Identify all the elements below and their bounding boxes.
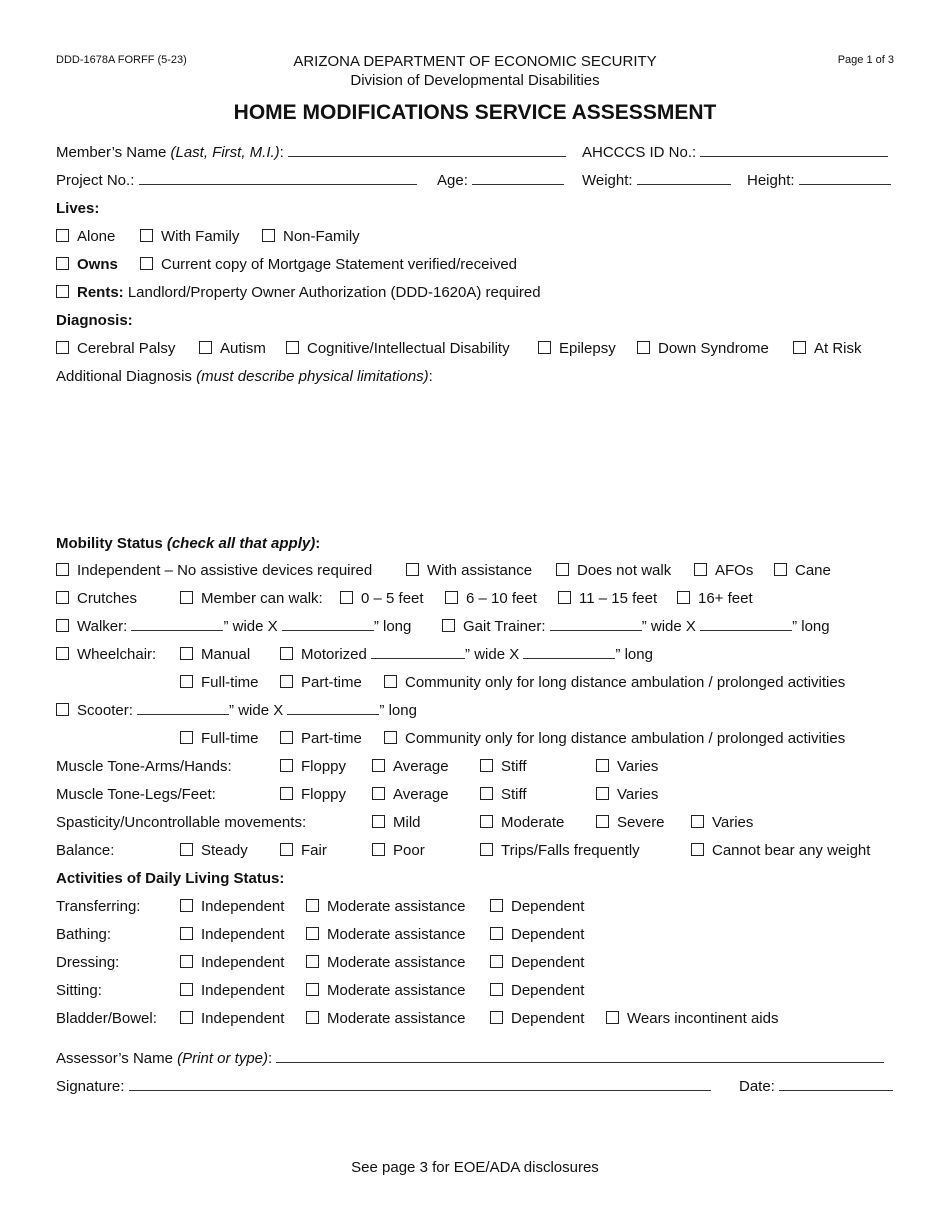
balance-poor-checkbox[interactable] bbox=[372, 843, 385, 856]
sitting-independent-label: Independent bbox=[201, 982, 285, 999]
with-assistance-checkbox[interactable] bbox=[406, 563, 419, 576]
additional-diagnosis-area[interactable] bbox=[56, 390, 894, 525]
height-label: Height: bbox=[747, 172, 795, 189]
epilepsy-label: Epilepsy bbox=[559, 340, 616, 357]
additional-diagnosis-text: Additional Diagnosis bbox=[56, 368, 192, 385]
dressing-moderate-label: Moderate assistance bbox=[327, 954, 466, 971]
assessor-label: Assessor’s Name bbox=[56, 1050, 173, 1067]
bladder-dependent-checkbox[interactable] bbox=[490, 1011, 503, 1024]
walk-16-plus-checkbox[interactable] bbox=[677, 591, 690, 604]
wheelchair-wide-label: ” wide bbox=[465, 646, 506, 663]
dressing-independent-label: Independent bbox=[201, 954, 285, 971]
ahcccs-label: AHCCCS ID No.: bbox=[582, 144, 697, 161]
wheelchair-long-label: ” long bbox=[615, 646, 653, 663]
scooter-parttime-label: Part-time bbox=[301, 730, 362, 747]
weight-row bbox=[582, 172, 731, 190]
walker-label: Walker: bbox=[77, 618, 128, 635]
incontinent-aids-label: Wears incontinent aids bbox=[627, 1010, 779, 1027]
wheelchair-checkbox[interactable] bbox=[56, 647, 69, 660]
wheelchair-label: Wheelchair: bbox=[77, 646, 157, 663]
transferring-dependent-checkbox[interactable] bbox=[490, 899, 503, 912]
scooter-wide-label: ” wide bbox=[229, 702, 270, 719]
independent-mobility-checkbox[interactable] bbox=[56, 563, 69, 576]
assessor-row: Assessor’s Name (Print or type): bbox=[56, 1050, 884, 1068]
signature-label: Signature: bbox=[56, 1078, 125, 1095]
date-field[interactable] bbox=[779, 1078, 893, 1091]
independent-mobility-label: Independent – No assistive devices required bbox=[77, 562, 373, 579]
with-assistance-label: With assistance bbox=[427, 562, 533, 579]
arms-floppy-label: Floppy bbox=[301, 758, 347, 775]
division-name: Division of Developmental Disabilities bbox=[350, 72, 600, 89]
transferring-independent-checkbox[interactable] bbox=[180, 899, 193, 912]
spasticity-moderate-checkbox[interactable] bbox=[480, 815, 493, 828]
wheelchair-length-field[interactable] bbox=[523, 646, 615, 659]
spasticity-severe-label: Severe bbox=[617, 814, 665, 831]
balance-trips-label: Trips/Falls frequently bbox=[501, 842, 640, 859]
sitting-dependent-checkbox[interactable] bbox=[490, 983, 503, 996]
scooter-x-label: X bbox=[273, 702, 284, 719]
weight-field[interactable] bbox=[637, 172, 731, 185]
spasticity-varies-label: Varies bbox=[712, 814, 754, 831]
balance-cannot-bear-label: Cannot bear any weight bbox=[712, 842, 871, 859]
walk-6-10-label: 6 – 10 feet bbox=[466, 590, 537, 607]
project-field[interactable] bbox=[139, 172, 417, 185]
height-row bbox=[747, 172, 891, 190]
scooter-checkbox[interactable] bbox=[56, 703, 69, 716]
adl-bathing-label: Bathing: bbox=[56, 926, 112, 943]
alone-label: Alone bbox=[77, 228, 116, 245]
bathing-moderate-label: Moderate assistance bbox=[327, 926, 466, 943]
assessor-hint: (Print or type) bbox=[177, 1050, 269, 1067]
gait-trainer-checkbox[interactable] bbox=[442, 619, 455, 632]
manual-checkbox[interactable] bbox=[180, 647, 193, 660]
date-row bbox=[739, 1078, 893, 1096]
tone-legs-label: Muscle Tone-Legs/Feet: bbox=[56, 786, 216, 803]
bladder-independent-label: Independent bbox=[201, 1010, 285, 1027]
signature-field[interactable] bbox=[129, 1078, 711, 1091]
autism-label: Autism bbox=[220, 340, 266, 357]
adl-transferring-label: Transferring: bbox=[56, 898, 141, 915]
adl-dressing-label: Dressing: bbox=[56, 954, 120, 971]
walker-length-field[interactable] bbox=[282, 618, 374, 631]
wheelchair-parttime-checkbox[interactable] bbox=[280, 675, 293, 688]
tone-arms-label: Muscle Tone-Arms/Hands: bbox=[56, 758, 232, 775]
age-field[interactable] bbox=[472, 172, 564, 185]
manual-label: Manual bbox=[201, 646, 251, 663]
gait-trainer-label: Gait Trainer: bbox=[463, 618, 546, 635]
scooter-width-field[interactable] bbox=[137, 702, 229, 715]
scooter-length-field[interactable] bbox=[287, 702, 379, 715]
member-can-walk-checkbox[interactable] bbox=[180, 591, 193, 604]
scooter-community-label: Community only for long distance ambulation / prolonged activities bbox=[405, 730, 846, 747]
gait-x-label: X bbox=[685, 618, 696, 635]
walk-0-5-checkbox[interactable] bbox=[340, 591, 353, 604]
adl-bladder-label: Bladder/Bowel: bbox=[56, 1010, 157, 1027]
non-family-label: Non-Family bbox=[283, 228, 360, 245]
incontinent-aids-checkbox[interactable] bbox=[606, 1011, 619, 1024]
bathing-independent-label: Independent bbox=[201, 926, 285, 943]
walker-width-field[interactable] bbox=[131, 618, 223, 631]
arms-average-checkbox[interactable] bbox=[372, 759, 385, 772]
bladder-moderate-label: Moderate assistance bbox=[327, 1010, 466, 1027]
dressing-dependent-checkbox[interactable] bbox=[490, 955, 503, 968]
legs-average-label: Average bbox=[393, 786, 449, 803]
cognitive-disability-checkbox[interactable] bbox=[286, 341, 299, 354]
agency-name: ARIZONA DEPARTMENT OF ECONOMIC SECURITY bbox=[293, 53, 657, 70]
mortgage-label: Current copy of Mortgage Statement verified/received bbox=[161, 256, 518, 273]
transferring-dependent-label: Dependent bbox=[511, 898, 585, 915]
member-name-field[interactable] bbox=[288, 144, 566, 157]
mobility-heading-text: Mobility Status bbox=[56, 535, 163, 552]
balance-label: Balance: bbox=[56, 842, 115, 859]
arms-average-label: Average bbox=[393, 758, 449, 775]
scooter-fulltime-checkbox[interactable] bbox=[180, 731, 193, 744]
gait-length-field[interactable] bbox=[700, 618, 792, 631]
spasticity-varies-checkbox[interactable] bbox=[691, 815, 704, 828]
spasticity-label: Spasticity/Uncontrollable movements: bbox=[56, 814, 307, 831]
with-family-checkbox[interactable] bbox=[140, 229, 153, 242]
sitting-independent-checkbox[interactable] bbox=[180, 983, 193, 996]
walker-long-label: ” long bbox=[373, 618, 412, 635]
cane-label: Cane bbox=[795, 562, 831, 579]
cane-checkbox[interactable] bbox=[774, 563, 787, 576]
transferring-independent-label: Independent bbox=[201, 898, 285, 915]
project-label: Project No.: bbox=[56, 172, 135, 189]
legs-varies-label: Varies bbox=[617, 786, 659, 803]
legs-average-checkbox[interactable] bbox=[372, 787, 385, 800]
rents-row bbox=[56, 284, 541, 302]
balance-poor-label: Poor bbox=[393, 842, 425, 859]
alone-checkbox[interactable] bbox=[56, 229, 69, 242]
scooter-label: Scooter: bbox=[77, 702, 133, 719]
adl-sitting-label: Sitting: bbox=[56, 982, 102, 999]
crutches-label: Crutches bbox=[77, 590, 138, 607]
walk-11-15-checkbox[interactable] bbox=[558, 591, 571, 604]
legs-stiff-label: Stiff bbox=[501, 786, 527, 803]
scooter-row bbox=[56, 702, 417, 720]
epilepsy-checkbox[interactable] bbox=[538, 341, 551, 354]
scooter-parttime-checkbox[interactable] bbox=[280, 731, 293, 744]
bathing-independent-checkbox[interactable] bbox=[180, 927, 193, 940]
walk-0-5-label: 0 – 5 feet bbox=[361, 590, 424, 607]
sitting-moderate-checkbox[interactable] bbox=[306, 983, 319, 996]
non-family-checkbox[interactable] bbox=[262, 229, 275, 242]
down-syndrome-checkbox[interactable] bbox=[637, 341, 650, 354]
sitting-moderate-label: Moderate assistance bbox=[327, 982, 466, 999]
cognitive-disability-label: Cognitive/Intellectual Disability bbox=[307, 340, 510, 357]
dressing-dependent-label: Dependent bbox=[511, 954, 585, 971]
bladder-dependent-label: Dependent bbox=[511, 1010, 585, 1027]
scooter-community-checkbox[interactable] bbox=[384, 731, 397, 744]
arms-stiff-checkbox[interactable] bbox=[480, 759, 493, 772]
arms-varies-checkbox[interactable] bbox=[596, 759, 609, 772]
balance-cannot-bear-checkbox[interactable] bbox=[691, 843, 704, 856]
cerebral-palsy-checkbox[interactable] bbox=[56, 341, 69, 354]
wheelchair-parttime-label: Part-time bbox=[301, 674, 362, 691]
balance-steady-checkbox[interactable] bbox=[180, 843, 193, 856]
rents-label: Rents: bbox=[77, 284, 124, 301]
at-risk-label: At Risk bbox=[814, 340, 862, 357]
page-number: Page 1 of 3 bbox=[837, 54, 894, 66]
project-row bbox=[56, 172, 417, 190]
wheelchair-community-label: Community only for long distance ambulation / prolonged activities bbox=[405, 674, 846, 691]
wheelchair-fulltime-checkbox[interactable] bbox=[180, 675, 193, 688]
transferring-moderate-checkbox[interactable] bbox=[306, 899, 319, 912]
bathing-dependent-checkbox[interactable] bbox=[490, 927, 503, 940]
wheelchair-community-checkbox[interactable] bbox=[384, 675, 397, 688]
scooter-fulltime-label: Full-time bbox=[201, 730, 259, 747]
motorized-checkbox[interactable] bbox=[280, 647, 293, 660]
motorized-label: Motorized bbox=[301, 646, 367, 663]
age-label: Age: bbox=[437, 172, 468, 189]
walker-x-label: X bbox=[267, 618, 278, 635]
lives-heading: Lives: bbox=[56, 200, 100, 217]
ahcccs-field[interactable] bbox=[700, 144, 888, 157]
walk-16-plus-label: 16+ feet bbox=[698, 590, 753, 607]
mobility-heading-hint: (check all that apply) bbox=[166, 535, 316, 552]
autism-checkbox[interactable] bbox=[199, 341, 212, 354]
spasticity-mild-label: Mild bbox=[393, 814, 421, 831]
does-not-walk-checkbox[interactable] bbox=[556, 563, 569, 576]
member-name-row: Member’s Name (Last, First, M.I.): bbox=[56, 144, 566, 162]
wheelchair-width-field[interactable] bbox=[371, 646, 465, 659]
gait-width-field[interactable] bbox=[550, 618, 642, 631]
owns-checkbox[interactable] bbox=[56, 257, 69, 270]
wheelchair-fulltime-label: Full-time bbox=[201, 674, 259, 691]
height-field[interactable] bbox=[799, 172, 891, 185]
form-code: DDD-1678A FORFF (5-23) bbox=[56, 54, 187, 66]
adl-heading: Activities of Daily Living Status: bbox=[56, 870, 285, 887]
arms-stiff-label: Stiff bbox=[501, 758, 527, 775]
transferring-moderate-label: Moderate assistance bbox=[327, 898, 466, 915]
wheelchair-x-label: X bbox=[509, 646, 520, 663]
balance-fair-label: Fair bbox=[301, 842, 327, 859]
legs-floppy-checkbox[interactable] bbox=[280, 787, 293, 800]
walker-wide-label: ” wide bbox=[223, 618, 264, 635]
member-name-label: Member’s Name bbox=[56, 144, 167, 161]
bladder-moderate-checkbox[interactable] bbox=[306, 1011, 319, 1024]
additional-diagnosis-hint: (must describe physical limitations) bbox=[196, 368, 429, 385]
bladder-independent-checkbox[interactable] bbox=[180, 1011, 193, 1024]
afos-label: AFOs bbox=[715, 562, 754, 579]
balance-steady-label: Steady bbox=[201, 842, 248, 859]
legs-varies-checkbox[interactable] bbox=[596, 787, 609, 800]
form-title: HOME MODIFICATIONS SERVICE ASSESSMENT bbox=[233, 101, 717, 124]
member-name-hint: (Last, First, M.I.) bbox=[170, 144, 280, 161]
walk-6-10-checkbox[interactable] bbox=[445, 591, 458, 604]
walker-checkbox[interactable] bbox=[56, 619, 69, 632]
balance-fair-checkbox[interactable] bbox=[280, 843, 293, 856]
dressing-independent-checkbox[interactable] bbox=[180, 955, 193, 968]
spasticity-severe-checkbox[interactable] bbox=[596, 815, 609, 828]
spasticity-moderate-label: Moderate bbox=[501, 814, 565, 831]
diagnosis-heading: Diagnosis: bbox=[56, 312, 133, 329]
legs-floppy-label: Floppy bbox=[301, 786, 347, 803]
bathing-moderate-checkbox[interactable] bbox=[306, 927, 319, 940]
footer-note: See page 3 for EOE/ADA disclosures bbox=[351, 1159, 599, 1176]
owns-label: Owns bbox=[77, 256, 118, 273]
gait-wide-label: ” wide bbox=[641, 618, 682, 635]
walk-11-15-label: 11 – 15 feet bbox=[579, 590, 658, 607]
age-row bbox=[437, 172, 564, 190]
balance-trips-checkbox[interactable] bbox=[480, 843, 493, 856]
does-not-walk-label: Does not walk bbox=[577, 562, 672, 579]
rents-text: Landlord/Property Owner Authorization (DDD-1620A) required bbox=[127, 284, 541, 301]
gait-long-label: ” long bbox=[792, 618, 830, 635]
bathing-dependent-label: Dependent bbox=[511, 926, 585, 943]
mobility-heading: Mobility Status (check all that apply): bbox=[56, 535, 321, 552]
crutches-checkbox[interactable] bbox=[56, 591, 69, 604]
arms-varies-label: Varies bbox=[617, 758, 659, 775]
member-can-walk-label: Member can walk: bbox=[201, 590, 323, 607]
arms-floppy-checkbox[interactable] bbox=[280, 759, 293, 772]
scooter-long-label: ” long bbox=[379, 702, 417, 719]
at-risk-checkbox[interactable] bbox=[793, 341, 806, 354]
spasticity-mild-checkbox[interactable] bbox=[372, 815, 385, 828]
assessor-name-field[interactable] bbox=[276, 1050, 884, 1063]
rents-checkbox[interactable] bbox=[56, 285, 69, 298]
mortgage-checkbox[interactable] bbox=[140, 257, 153, 270]
weight-label: Weight: bbox=[582, 172, 633, 189]
cerebral-palsy-label: Cerebral Palsy bbox=[77, 340, 176, 357]
additional-diagnosis-label: Additional Diagnosis (must describe physical limitations): bbox=[56, 368, 433, 385]
sitting-dependent-label: Dependent bbox=[511, 982, 585, 999]
date-label: Date: bbox=[739, 1078, 775, 1095]
with-family-label: With Family bbox=[161, 228, 240, 245]
signature-row bbox=[56, 1078, 711, 1096]
legs-stiff-checkbox[interactable] bbox=[480, 787, 493, 800]
ahcccs-row bbox=[582, 144, 888, 162]
afos-checkbox[interactable] bbox=[694, 563, 707, 576]
down-syndrome-label: Down Syndrome bbox=[658, 340, 769, 357]
dressing-moderate-checkbox[interactable] bbox=[306, 955, 319, 968]
